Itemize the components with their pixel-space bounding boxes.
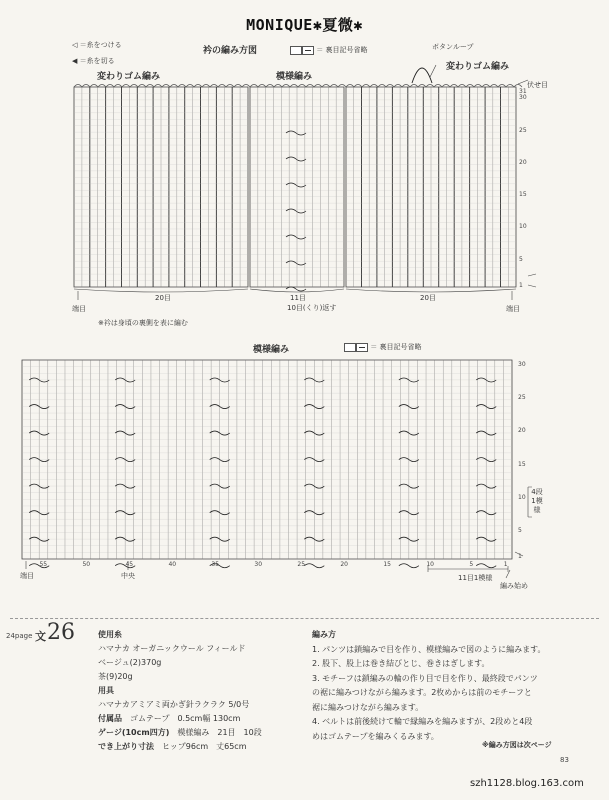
pattern-cross-stitch [476, 564, 496, 568]
collar-center-count: 11目 [290, 294, 306, 302]
pattern-row-label: 5 [518, 526, 522, 534]
button-loop-label: ボタンループ [432, 43, 474, 51]
cut-yarn-legend: ◀ ＝糸を切る [72, 57, 115, 65]
method-step: 裾に編みつけながら編みます。 [312, 702, 424, 712]
collar-right-edge: 端目 [506, 305, 520, 313]
collar-row-label: 5 [519, 255, 523, 263]
collar-symbol-note-text: ＝ 裏目記号省略 [316, 46, 368, 54]
collar-row-arrow [528, 274, 536, 276]
collar-left-bracket [74, 289, 248, 292]
pattern-row-label: 25 [518, 394, 526, 402]
pattern-col-label: 25 [297, 561, 306, 568]
pattern-row-label: 20 [518, 427, 526, 435]
attach-yarn-legend: ◁ ＝糸をつける [72, 41, 122, 49]
page-ref: 24page [6, 632, 33, 640]
pattern-row-label: 10 [518, 493, 526, 501]
collar-center-repeat: 10目(くり)返す [287, 304, 337, 312]
collar-row-label: 15 [519, 191, 527, 199]
pattern-edge-label: 端目 [20, 572, 34, 580]
pattern-symbol-note [344, 342, 421, 352]
pattern-col-label: 30 [254, 561, 263, 568]
pattern-col-label: 15 [383, 561, 391, 568]
continued-note: ※編み方図は次ページ [482, 741, 552, 749]
yarn-color-1: ベージュ(2)370g [98, 658, 162, 667]
materials-block [98, 628, 262, 754]
pattern-col-label: 35 [211, 561, 220, 568]
watermark: szh1128.blog.163.com [470, 778, 584, 789]
collar-chart-heading: 衿の編み方図 [203, 46, 258, 56]
work-label: 文 [35, 630, 46, 643]
collar-cross-stitch [286, 287, 306, 291]
pattern-repeat-rows: 4段1模様 [531, 488, 543, 514]
collar-note: ※衿は身頃の裏側を表に編む [98, 319, 188, 327]
size-value: ヒップ96cm 丈65cm [162, 742, 247, 751]
knit-symbol-icon [344, 343, 356, 352]
method-step: 2. 股下、股上は巻き結びとじ、巻きはぎします。 [312, 659, 490, 668]
pattern-col-label: 50 [82, 561, 91, 568]
method-step: 1. パンツは鎖編みで目を作り、模様編みで図のように編みます。 [312, 644, 546, 654]
method-heading: 編み方 [312, 630, 336, 639]
work-number: 26 [47, 620, 75, 645]
gauge-value: 模様編み 21目 10段 [177, 728, 262, 737]
button-loop [412, 68, 432, 83]
collar-center-section-label: 模様編み [276, 72, 313, 82]
collar-row-label: 10 [519, 223, 527, 231]
pattern-center-label: 中央 [121, 572, 135, 580]
materials-heading: 使用糸 [98, 630, 122, 639]
collar-row-label: 1 [519, 281, 523, 289]
gauge-label: ゲージ(10cm四方) [98, 728, 170, 737]
yarn-color-2: 茶(9)20g [98, 672, 133, 681]
pattern-start-label: 編み始め [500, 582, 528, 590]
pattern-col-label: 20 [340, 561, 348, 568]
collar-left-edge: 端目 [72, 305, 86, 313]
extras-value: ゴムテープ 0.5cm幅 130cm [130, 714, 241, 723]
collar-row-label: 30 [519, 94, 527, 102]
pattern-chart-heading: 模様編み [253, 345, 290, 355]
pattern-row-label: 1 [518, 553, 522, 561]
pattern-col-label: 10 [426, 561, 434, 568]
method-step: めはゴムテープを編みくるみます。 [312, 731, 439, 741]
pattern-row-label: 15 [518, 460, 526, 468]
extras-label: 付属品 [98, 714, 122, 723]
bind-off-arrow [518, 80, 528, 84]
pattern-row-label: 30 [518, 361, 526, 368]
page-title: MONIQUE✱夏微✱ [246, 16, 363, 34]
pattern-repeat-stitches: 11目1模様 [458, 574, 493, 582]
method-block [312, 628, 546, 744]
method-step: 4. ベルトは前後続けて輪で縁編みを編みますが、2段めと4段 [312, 717, 533, 726]
collar-left-count: 20目 [155, 294, 171, 302]
collar-right-bracket [346, 289, 516, 292]
pattern-col-label: 40 [168, 561, 177, 568]
pattern-cross-stitch [399, 564, 419, 568]
collar-row-label: 25 [519, 126, 527, 134]
page-number: 83 [560, 756, 569, 764]
bind-off-label: 伏せ目 [527, 81, 548, 89]
tools-heading: 用具 [98, 686, 114, 695]
collar-right-count: 20目 [420, 294, 436, 302]
collar-row-label: 31 [519, 88, 527, 95]
collar-row-arrow [528, 285, 536, 287]
collar-right-section-label: 変わりゴム編み [446, 62, 510, 72]
pattern-col-label: 5 [469, 561, 474, 568]
pattern-col-label: 55 [39, 561, 48, 568]
method-step: の裾に編みつけながら編みます。2枚めからは前のモチーフと [312, 688, 532, 697]
size-label: でき上がり寸法 [98, 742, 154, 751]
collar-row-label: 20 [519, 158, 527, 166]
tools-value: ハマナカアミアミ両かぎ針ラクラク 5/0号 [98, 700, 250, 709]
purl-symbol-icon [356, 343, 368, 352]
method-step: 3. モチーフは鎖編みの輪の作り目で目を作り、最終段でパンツ [312, 673, 538, 683]
pattern-col-label: 1 [503, 561, 508, 568]
pattern-symbol-note-text: ＝ 裏目記号省略 [370, 343, 422, 351]
pattern-cross-stitch [304, 564, 324, 568]
yarn-name: ハマナカ オーガニックウール フィールド [98, 644, 246, 653]
pattern-stitch-bracket [428, 566, 508, 572]
pattern-col-label: 45 [125, 561, 134, 568]
collar-left-section-label: 変わりゴム編み [97, 72, 161, 82]
section-divider [10, 618, 599, 619]
button-loop-leader [430, 65, 436, 77]
